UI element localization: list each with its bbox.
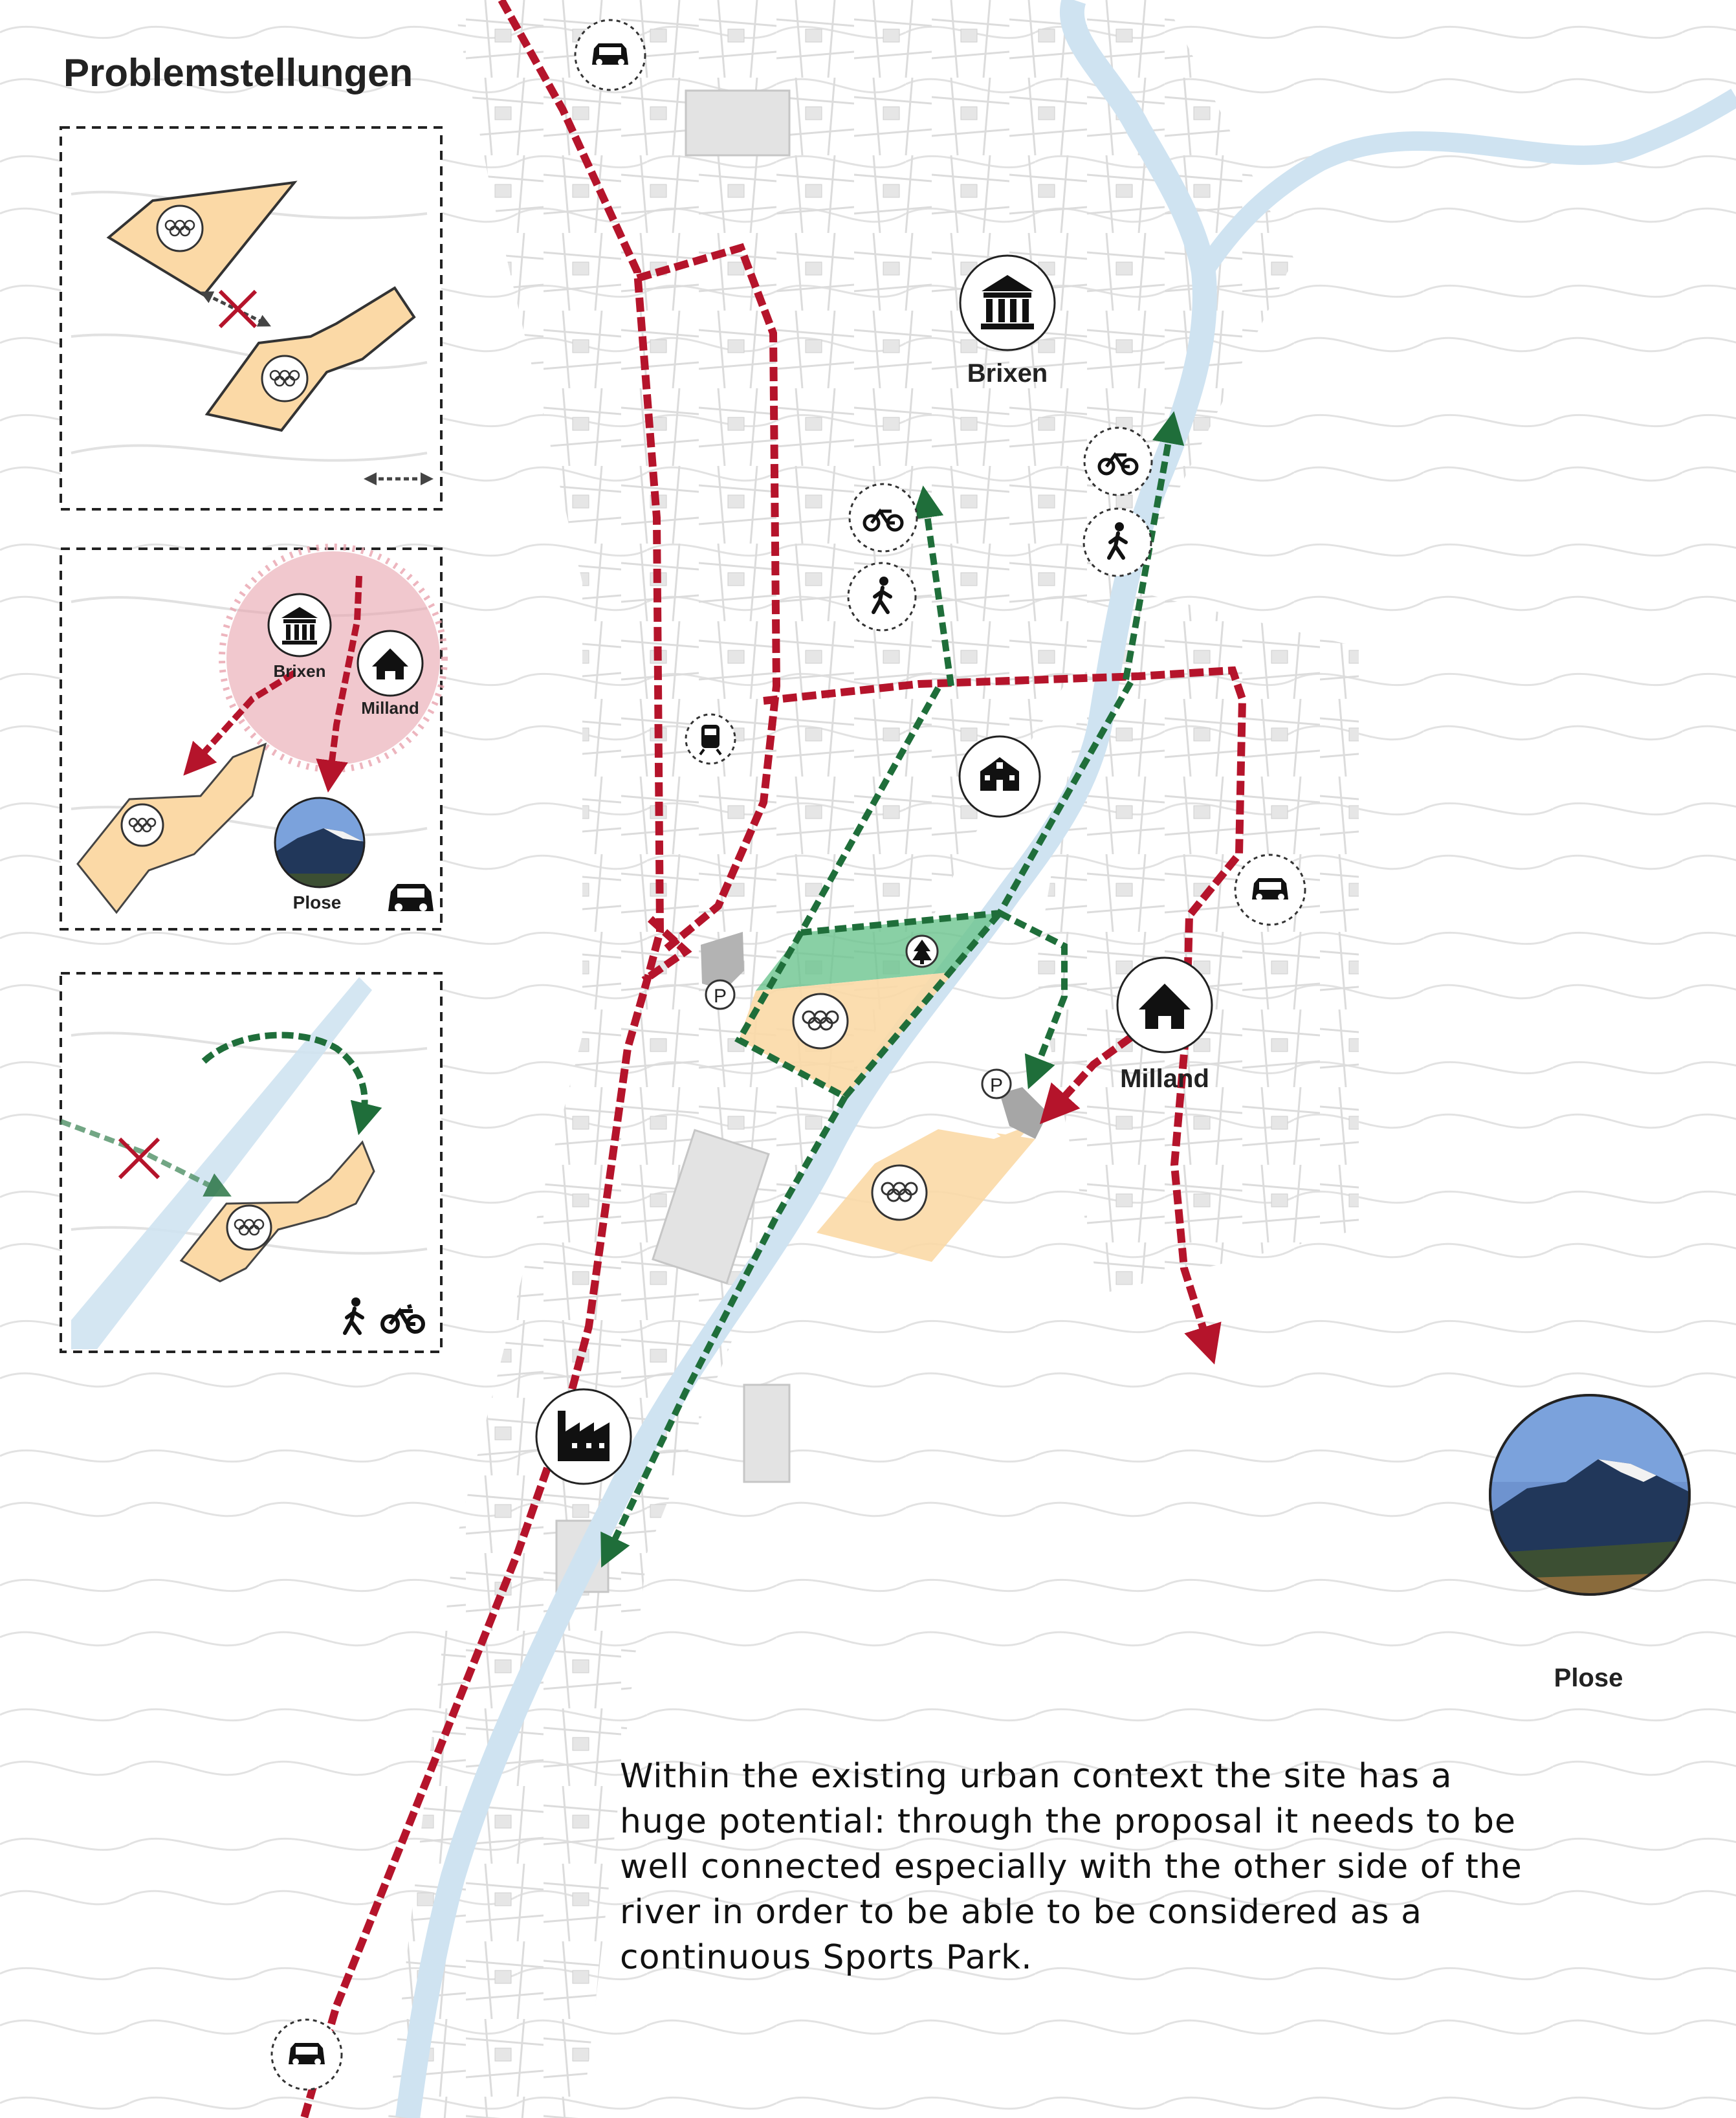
inset-label-plose: Plose <box>292 892 342 912</box>
parking-icon <box>982 1070 1011 1098</box>
bike-icon <box>850 484 917 551</box>
description-text: Within the existing urban context the site has a huge potential: through the proposal it needs to be well connected especially with the other side of the river in order to be able to be considered as a continuous Sports Park. <box>620 1757 1522 1977</box>
inset-panel-accessibility <box>61 547 445 929</box>
school-icon <box>960 736 1040 817</box>
label-plose: Plose <box>1554 1664 1623 1692</box>
bike-icon <box>1084 428 1152 495</box>
tree-icon <box>906 936 938 967</box>
home-icon <box>358 631 423 696</box>
museum-icon <box>960 256 1055 350</box>
parking-icon <box>706 980 734 1009</box>
inset-panel-separation <box>61 127 441 509</box>
olympic-rings-icon <box>227 1206 271 1250</box>
train-icon <box>686 714 735 764</box>
svg-text:P: P <box>989 1075 1004 1096</box>
page-title: Problemstellungen <box>63 51 413 94</box>
olympic-rings-icon <box>122 804 163 846</box>
inset-panel-river-barrier <box>61 973 441 1352</box>
label-milland: Milland <box>1120 1065 1209 1093</box>
factory-icon <box>536 1389 631 1484</box>
svg-text:P: P <box>713 986 727 1007</box>
olympic-rings-icon <box>262 356 307 401</box>
car-icon <box>1235 855 1305 925</box>
olympic-rings-icon <box>793 994 848 1048</box>
car-icon <box>575 20 645 90</box>
olympic-rings-icon <box>872 1165 927 1220</box>
museum-icon <box>269 594 331 656</box>
pedestrian-icon <box>848 563 916 630</box>
car-icon <box>272 2020 342 2090</box>
olympic-rings-icon <box>157 206 203 251</box>
car-icon <box>388 884 434 911</box>
pedestrian-icon <box>1084 509 1151 576</box>
label-brixen: Brixen <box>967 359 1048 388</box>
home-icon <box>1117 958 1212 1052</box>
inset-label-brixen: Brixen <box>273 661 326 681</box>
inset-label-milland: Milland <box>361 698 419 718</box>
milland-fabric <box>1035 582 1359 1294</box>
